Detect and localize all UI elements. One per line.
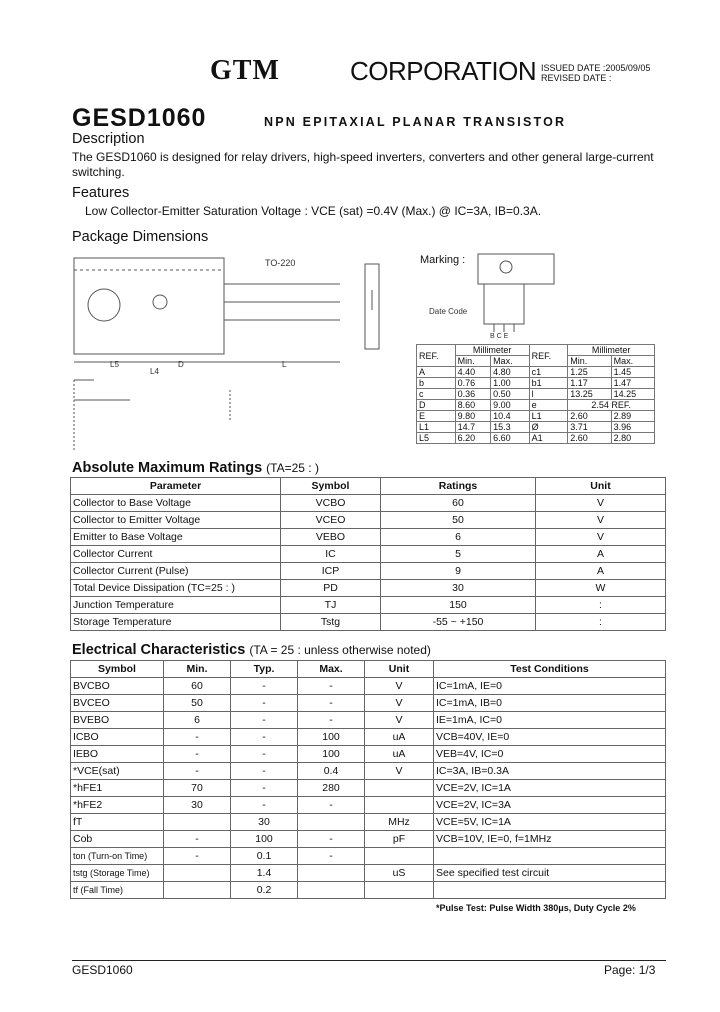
table-cell: TJ	[281, 597, 381, 614]
dim-label-d: D	[178, 360, 184, 369]
table-cell: VCB=40V, IE=0	[434, 729, 666, 746]
table-cell: L1	[529, 411, 568, 422]
table-row	[71, 495, 666, 512]
table-cell: 0.2	[231, 882, 298, 899]
table-cell	[434, 848, 666, 865]
table-row	[417, 367, 655, 378]
table-cell: 60	[381, 495, 536, 512]
abs-max-title: Absolute Maximum Ratings	[72, 460, 263, 476]
table-row	[417, 433, 655, 444]
table-row	[71, 695, 666, 712]
table-cell: 5	[381, 546, 536, 563]
table-cell: A	[536, 563, 666, 580]
revised-date: REVISED DATE :	[541, 73, 612, 83]
table-cell: Tstg	[281, 614, 381, 631]
table-cell: IE=1mA, IC=0	[434, 712, 666, 729]
table-cell: L5	[417, 433, 456, 444]
table-cell: VEB=4V, IC=0	[434, 746, 666, 763]
table-cell: -	[298, 695, 365, 712]
table-cell: 50	[381, 512, 536, 529]
table-cell: 8.60	[455, 400, 490, 411]
table-cell: 100	[298, 729, 365, 746]
table-cell	[365, 780, 434, 797]
table-cell: 150	[381, 597, 536, 614]
table-cell: b	[417, 378, 456, 389]
dim-label-l: L	[282, 360, 287, 369]
part-subtitle: NPN EPITAXIAL PLANAR TRANSISTOR	[264, 115, 567, 129]
date-code-label: Date Code	[429, 307, 468, 316]
table-cell: 10.4	[491, 411, 530, 422]
min-header-2: Min.	[568, 356, 611, 367]
table-row	[71, 729, 666, 746]
col-min: Min.	[164, 661, 231, 678]
table-cell: 2.54 REF.	[568, 400, 655, 411]
mounting-hole	[88, 289, 120, 321]
table-cell: -	[298, 848, 365, 865]
abs-max-condition: (TA=25 : )	[266, 461, 319, 475]
table-cell: 100	[231, 831, 298, 848]
dim-label-l4: L4	[150, 367, 159, 376]
table-cell: Storage Temperature	[71, 614, 281, 631]
table-cell: V	[536, 512, 666, 529]
table-row	[71, 865, 666, 882]
table-cell: -	[298, 678, 365, 695]
col-symbol: Symbol	[71, 661, 164, 678]
table-cell: 30	[381, 580, 536, 597]
table-cell: 2.89	[611, 411, 654, 422]
table-cell: IC=1mA, IB=0	[434, 695, 666, 712]
table-row	[71, 580, 666, 597]
table-cell: 13.25	[568, 389, 611, 400]
table-cell: 6.60	[491, 433, 530, 444]
table-cell	[164, 882, 231, 899]
table-cell: 50	[164, 695, 231, 712]
table-cell: uA	[365, 746, 434, 763]
table-cell	[365, 797, 434, 814]
table-cell: ICP	[281, 563, 381, 580]
table-row	[71, 848, 666, 865]
table-row	[71, 882, 666, 899]
description-text: The GESD1060 is designed for relay drivers, high-speed inverters, converters and other general large-current switching.	[72, 150, 654, 179]
table-cell: 1.47	[611, 378, 654, 389]
table-cell: 9	[381, 563, 536, 580]
table-cell: V	[536, 495, 666, 512]
table-cell: :	[536, 614, 666, 631]
table-cell: MHz	[365, 814, 434, 831]
table-row	[71, 814, 666, 831]
table-cell: 0.4	[298, 763, 365, 780]
package-outline-front	[74, 258, 224, 354]
table-cell: -	[231, 797, 298, 814]
table-cell: fT	[71, 814, 164, 831]
table-cell: VEBO	[281, 529, 381, 546]
table-cell: 0.50	[491, 389, 530, 400]
table-row	[417, 389, 655, 400]
table-row	[417, 422, 655, 433]
table-row	[71, 512, 666, 529]
table-row	[71, 563, 666, 580]
corporation-label: CORPORATION	[350, 56, 537, 86]
description-heading: Description	[72, 131, 145, 147]
electrical-condition: (TA = 25 : unless otherwise noted)	[249, 643, 431, 657]
electrical-table	[70, 660, 666, 899]
col-unit: Unit	[365, 661, 434, 678]
table-cell: pF	[365, 831, 434, 848]
table-cell: e	[529, 400, 568, 411]
table-row	[417, 378, 655, 389]
abs-max-heading	[72, 460, 319, 476]
table-cell: Cob	[71, 831, 164, 848]
col-parameter: Parameter	[71, 478, 281, 495]
abs-max-table	[70, 477, 666, 631]
table-cell: -55 ~ +150	[381, 614, 536, 631]
table-cell: -	[164, 729, 231, 746]
table-cell: V	[365, 712, 434, 729]
table-cell: Collector to Base Voltage	[71, 495, 281, 512]
table-cell: l	[529, 389, 568, 400]
table-cell: 0.76	[455, 378, 490, 389]
table-cell: VCB=10V, IE=0, f=1MHz	[434, 831, 666, 848]
table-cell: A	[536, 546, 666, 563]
table-cell	[298, 882, 365, 899]
company-logo: GTM	[210, 55, 280, 86]
table-cell	[298, 865, 365, 882]
table-cell: Collector Current	[71, 546, 281, 563]
ref-header: REF.	[417, 345, 456, 367]
table-cell: See specified test circuit	[434, 865, 666, 882]
table-row	[71, 831, 666, 848]
table-cell: 1.25	[568, 367, 611, 378]
package-dimension-table	[416, 344, 655, 444]
table-cell: 6.20	[455, 433, 490, 444]
table-cell: -	[164, 848, 231, 865]
table-cell	[365, 882, 434, 899]
table-cell: -	[231, 763, 298, 780]
table-cell: tstg (Storage Time)	[71, 865, 164, 882]
millimeter-header: Millimeter	[455, 345, 529, 356]
table-cell: 100	[298, 746, 365, 763]
table-cell: -	[231, 695, 298, 712]
table-cell: VCE=5V, IC=1A	[434, 814, 666, 831]
issued-date: ISSUED DATE :2005/09/05	[541, 63, 651, 73]
table-cell: 3.71	[568, 422, 611, 433]
min-header: Min.	[455, 356, 490, 367]
table-cell: c1	[529, 367, 568, 378]
features-text: Low Collector-Emitter Saturation Voltage : VCE (sat) =0.4V (Max.) @ IC=3A, IB=0.3A.	[85, 204, 542, 218]
table-cell: -	[164, 763, 231, 780]
table-cell: *hFE2	[71, 797, 164, 814]
table-cell	[298, 814, 365, 831]
table-cell: Collector Current (Pulse)	[71, 563, 281, 580]
table-cell: -	[298, 712, 365, 729]
table-cell	[164, 814, 231, 831]
table-cell: VCE=2V, IC=1A	[434, 780, 666, 797]
table-cell: IEBO	[71, 746, 164, 763]
table-cell: :	[536, 597, 666, 614]
table-cell: ton (Turn-on Time)	[71, 848, 164, 865]
table-cell: 0.36	[455, 389, 490, 400]
electrical-title: Electrical Characteristics	[72, 642, 246, 658]
table-row	[71, 712, 666, 729]
table-cell: IC	[281, 546, 381, 563]
package-label: TO-220	[265, 258, 296, 268]
table-cell: VCBO	[281, 495, 381, 512]
table-cell: W	[536, 580, 666, 597]
table-cell	[365, 848, 434, 865]
table-cell: uA	[365, 729, 434, 746]
table-row	[71, 780, 666, 797]
col-ratings: Ratings	[381, 478, 536, 495]
table-cell: V	[365, 678, 434, 695]
table-cell: -	[164, 831, 231, 848]
package-heading: Package Dimensions	[72, 229, 209, 245]
table-cell: -	[298, 797, 365, 814]
table-row	[417, 400, 655, 411]
col-test-conditions: Test Conditions	[434, 661, 666, 678]
table-cell: tf (Fall Time)	[71, 882, 164, 899]
table-cell: 9.00	[491, 400, 530, 411]
electrical-heading	[72, 642, 431, 658]
table-cell: VCE=2V, IC=3A	[434, 797, 666, 814]
table-cell: BVCEO	[71, 695, 164, 712]
footer-page-number: Page: 1/3	[604, 963, 656, 977]
table-cell: b1	[529, 378, 568, 389]
table-cell: VCEO	[281, 512, 381, 529]
table-cell: V	[365, 695, 434, 712]
millimeter-header-2: Millimeter	[568, 345, 655, 356]
max-header: Max.	[491, 356, 530, 367]
table-cell: PD	[281, 580, 381, 597]
part-number: GESD1060	[72, 104, 207, 132]
col-max: Max.	[298, 661, 365, 678]
package-drawing	[70, 250, 410, 450]
table-cell: 1.4	[231, 865, 298, 882]
table-cell: 4.40	[455, 367, 490, 378]
pulse-test-note: *Pulse Test: Pulse Width 380μs, Duty Cycle 2%	[436, 903, 636, 913]
table-cell: -	[231, 780, 298, 797]
table-cell: 1.00	[491, 378, 530, 389]
footer-divider	[72, 960, 666, 961]
table-cell: c	[417, 389, 456, 400]
table-cell: A1	[529, 433, 568, 444]
table-row	[417, 411, 655, 422]
table-cell: 2.80	[611, 433, 654, 444]
table-cell: Collector to Emitter Voltage	[71, 512, 281, 529]
pin-labels: B C E	[490, 333, 509, 340]
table-cell: 6	[164, 712, 231, 729]
table-row	[71, 529, 666, 546]
table-cell: 2.60	[568, 433, 611, 444]
footer-part-number: GESD1060	[72, 963, 133, 977]
table-cell: 9.80	[455, 411, 490, 422]
table-cell: 2.60	[568, 411, 611, 422]
table-cell: 4.80	[491, 367, 530, 378]
table-row	[71, 546, 666, 563]
table-cell: 30	[231, 814, 298, 831]
table-cell: 3.96	[611, 422, 654, 433]
table-cell: 0.1	[231, 848, 298, 865]
table-cell: Emitter to Base Voltage	[71, 529, 281, 546]
table-cell: 14.7	[455, 422, 490, 433]
table-cell: E	[417, 411, 456, 422]
table-cell: 15.3	[491, 422, 530, 433]
table-cell: A	[417, 367, 456, 378]
issue-info	[541, 63, 650, 83]
table-cell: *hFE1	[71, 780, 164, 797]
table-cell: 280	[298, 780, 365, 797]
table-cell	[164, 865, 231, 882]
table-cell: IC=1mA, IE=0	[434, 678, 666, 695]
table-cell: 70	[164, 780, 231, 797]
table-cell: uS	[365, 865, 434, 882]
table-cell: 14.25	[611, 389, 654, 400]
table-cell: -	[164, 746, 231, 763]
table-cell: Total Device Dissipation (TC=25 : )	[71, 580, 281, 597]
table-cell	[434, 882, 666, 899]
table-cell: 1.17	[568, 378, 611, 389]
table-cell: L1	[417, 422, 456, 433]
marking-label: Marking :	[420, 254, 466, 266]
features-heading: Features	[72, 185, 130, 201]
table-cell: V	[365, 763, 434, 780]
table-cell: IC=3A, IB=0.3A	[434, 763, 666, 780]
table-cell: -	[231, 746, 298, 763]
col-unit: Unit	[536, 478, 666, 495]
table-cell: Junction Temperature	[71, 597, 281, 614]
table-cell: -	[298, 831, 365, 848]
table-row	[71, 614, 666, 631]
table-row	[71, 597, 666, 614]
table-cell: 6	[381, 529, 536, 546]
table-cell: -	[231, 712, 298, 729]
table-row	[71, 746, 666, 763]
table-cell: -	[231, 678, 298, 695]
table-cell: BVEBO	[71, 712, 164, 729]
table-cell: BVCBO	[71, 678, 164, 695]
table-cell: *VCE(sat)	[71, 763, 164, 780]
marking-drawing	[420, 250, 560, 340]
table-cell: 1.45	[611, 367, 654, 378]
dim-label-l5: L5	[110, 360, 119, 369]
table-row	[71, 678, 666, 695]
ref-header-2: REF.	[529, 345, 568, 367]
table-cell: V	[536, 529, 666, 546]
col-symbol: Symbol	[281, 478, 381, 495]
table-cell: 60	[164, 678, 231, 695]
max-header-2: Max.	[611, 356, 654, 367]
table-row	[71, 763, 666, 780]
col-typ: Typ.	[231, 661, 298, 678]
table-cell: -	[231, 729, 298, 746]
table-row	[71, 797, 666, 814]
table-cell: D	[417, 400, 456, 411]
table-cell: 30	[164, 797, 231, 814]
table-cell: Ø	[529, 422, 568, 433]
table-cell: ICBO	[71, 729, 164, 746]
